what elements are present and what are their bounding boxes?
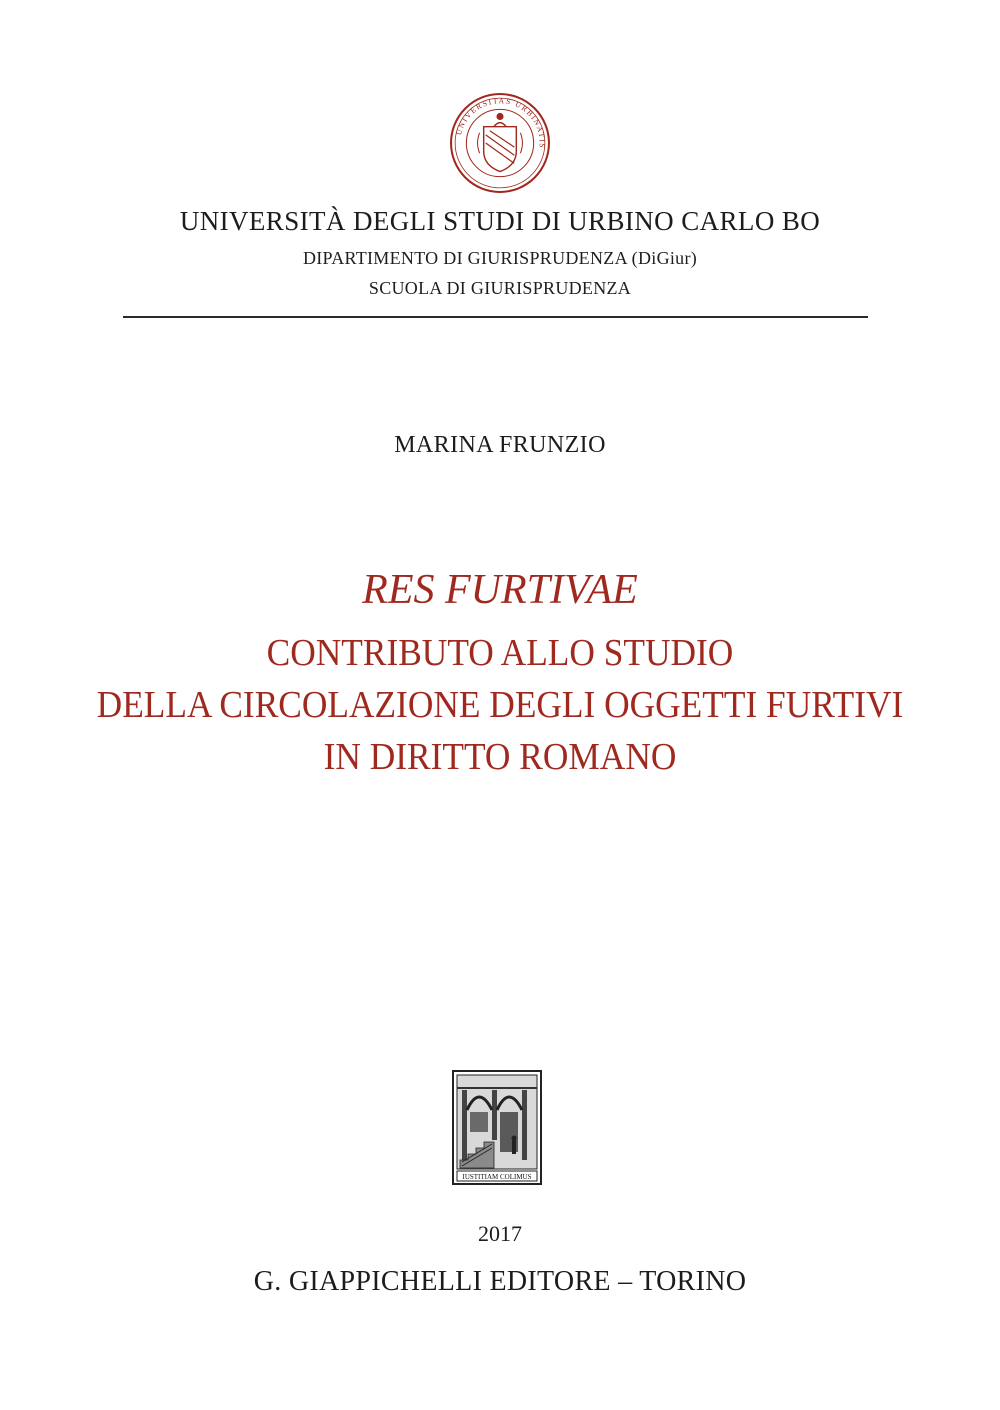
book-subtitle-line-1: CONTRIBUTO ALLO STUDIO [266, 632, 734, 674]
book-subtitle-line-2: DELLA CIRCOLAZIONE DEGLI OGGETTI FURTIVI [96, 684, 904, 726]
school-name: SCUOLA DI GIURISPRUDENZA [368, 278, 632, 298]
publisher-motto: IUSTITIAM COLIMUS [462, 1173, 532, 1181]
publication-year: 2017 [478, 1221, 522, 1246]
publisher-mark-icon [452, 1070, 542, 1185]
book-title: RES FURTIVAE [362, 567, 638, 613]
seal-legend: UNIVERSITAS URBINATIS [454, 96, 547, 150]
header-divider [123, 316, 868, 318]
department-name: DIPARTIMENTO DI GIURISPRUDENZA (DiGiur) [302, 248, 698, 268]
author-name: MARINA FRUNZIO [394, 432, 606, 458]
publisher-name: G. GIAPPICHELLI EDITORE – TORINO [253, 1266, 747, 1297]
university-seal-icon [449, 92, 551, 194]
university-name: UNIVERSITÀ DEGLI STUDI DI URBINO CARLO BO [179, 206, 821, 236]
book-subtitle-line-3: IN DIRITTO ROMANO [323, 736, 677, 778]
